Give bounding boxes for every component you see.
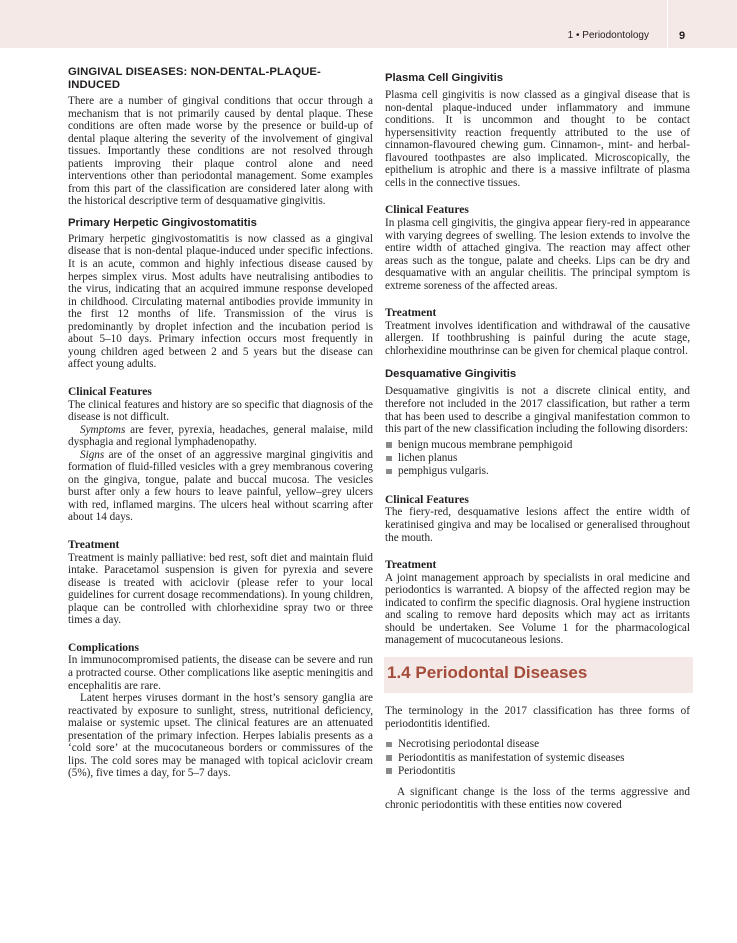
symptoms-text: are fever, pyrexia, headaches, general malaise, mild dysphagia and regional lymphadenopathy. [68,423,373,449]
section-title-periodontal-diseases: 1.4 Periodontal Diseases [387,663,588,682]
bullet-square-icon [386,456,392,462]
bullet-square-icon [386,469,392,475]
pd-paragraph: The terminology in the 2017 classification has three forms of periodontitis identified. [385,705,690,730]
section-heading-non-plaque: GINGIVAL DISEASES: NON-DENTAL-PLAQUE-INDUCED [68,66,321,91]
heading-desquamative: Desquamative Gingivitis [385,368,517,381]
complications-paragraph-1: In immunocompromised patients, the disease can be severe and run a protracted course. Other complications like aseptic meningitis and encephalitis are rare. [68,654,373,692]
symptoms-paragraph [68,424,373,449]
bullet-square-icon [386,768,392,774]
dg-cf-paragraph: The fiery-red, desquamative lesions affect the entire width of keratinised gingiva and may be localised or generalised throughout the mouth. [385,506,690,544]
right-column [385,72,690,811]
bullet-square-icon [386,742,392,748]
list-item: Periodontitis [385,765,690,778]
heading-primary-herpetic: Primary Herpetic Gingivostomatitis [68,216,257,229]
complications-paragraph-2: Latent herpes viruses dormant in the host’s sensory ganglia are reactivated by exposure to sunlight, stress, nutritional deficiency, malaise or systemic upset. The clinical features are an attenuated presentation of the primary infection. Herpes labialis presents as a ‘cold sore’ at the mucocutaneous borders or commissures of the lips. The cold sores may be managed with topical aciclovir cream (5%), five times a day, for 5–7 days. [68,692,373,780]
signs-label: Signs [80,448,105,461]
phg-paragraph: Primary herpetic gingivostomatitis is now classed as a gingival disease that is non-dental plaque-induced under specific infections. It is an acute, common and highly infectious disease caused by herpes simplex virus. Most adults have neutralising antibodies to the virus, indicating that an acquired immune response developed in childhood. Circulating maternal antibodies provide immunity in the first 12 months of life. Transmission of the virus is predominantly by droplet infection and the incubation period is about 5–10 days. Primary infection occurs most frequently in young children aged between 2 and 5 years but the disease can affect young adults. [68,232,373,371]
heading-treatment-pcg: Treatment [385,307,437,320]
heading-complications: Complications [68,641,139,654]
bullet-square-icon [386,442,392,448]
heading-clinical-features-pcg: Clinical Features [385,204,469,217]
left-column [68,66,373,780]
heading-treatment-dg: Treatment [385,559,437,572]
running-head: 1 • Periodontology [567,30,649,41]
dg-list [385,439,690,479]
dg-paragraph: Desquamative gingivitis is not a discrete clinical entity, and therefore not included in the 2017 classification, but rather a term that has been used to describe a gingival manifestation common to this part of the new classification including the following disorders: [385,385,690,436]
cf-paragraph: The clinical features and history are so specific that diagnosis of the disease is not difficult. [68,398,373,424]
treatment-paragraph: Treatment is mainly palliative: bed rest, soft diet and maintain fluid intake. Paracetamol suspension is given for pyrexia and severe disease is treated with aciclovir (please refer to your local guidelines for current dosage recommendations). In young children, plaque can be controlled with chlorhexidine spray two or three times a day. [68,551,373,627]
bullet-square-icon [386,755,392,761]
pcg-paragraph: Plasma cell gingivitis is now classed as a gingival disease that is non-dental plaque-induced under inflammatory and immune conditions. It is uncommon and thought to be contact hypersensitivity reaction frequently attributed to the use of cinnamon-flavoured chewing gum. Cinnamon-, mint- and herbal-flavoured toothpastes are also implicated. Microscopically, the epithelium is atrophic and there is a massive infiltrate of plasma cells in the connective tissues. [385,89,690,189]
list-item: lichen planus [385,452,690,465]
signs-paragraph [68,449,373,524]
list-item: benign mucous membrane pemphigoid [385,439,690,452]
pcg-treatment-paragraph: Treatment involves identification and withdrawal of the causative allergen. If toothbrushing is painful during the acute stage, chlorhexidine mouthrinse can be given for chemical plaque control. [385,319,690,357]
signs-text: are of the onset of an aggressive marginal gingivitis and formation of fluid-filled vesicles with a grey membranous covering on the gingiva, tongue, palate and buccal mucosa. The vesicles burst after only a few hours to leave painful, yellow–grey ulcers with red, inflamed margins. The ulcers heal without scarring after about 14 days. [68,448,373,524]
list-item: pemphigus vulgaris. [385,465,690,478]
dg-treatment-paragraph: A joint management approach by specialists in oral medicine and periodontics is warranted. A biopsy of the affected region may be indicated to confirm the specific diagnosis. Oral hygiene instruction and scaling to remove hard deposits which may act as irritants should be undertaken. See Volume 1 for the pharmacological management of mucocutaneous lesions. [385,571,690,647]
intro-paragraph: There are a number of gingival conditions that occur through a mechanism that is not primarily caused by dental plaque. These conditions are often made worse by the presence or build-up of dental plaque altering the severity of the involvement of gingival tissues. Importantly these conditions are not resolved through patients improving their plaque control alone and need interventions other than periodontal management. Some examples from this part of the classification are considered later along with the historical descriptive term of desquamative gingivitis. [68,95,373,208]
heading-plasma-cell: Plasma Cell Gingivitis [385,72,504,84]
list-item: Necrotising periodontal disease [385,738,690,751]
heading-clinical-features-dg: Clinical Features [385,493,469,506]
list-item: Periodontitis as manifestation of systemic diseases [385,752,690,765]
heading-clinical-features: Clinical Features [68,385,152,398]
page-number: 9 [678,30,686,42]
pcg-cf-paragraph: In plasma cell gingivitis, the gingiva appear fiery-red in appearance with varying degrees of swelling. The lesion extends to involve the entire width of attached gingiva. The reaction may affect other areas such as the tongue, palate and cheeks. Lips can be dry and desquamative with an angular cheilitis. The principal symptom is extreme soreness of the affected areas. [385,216,690,292]
pd-paragraph-2: A significant change is the loss of the terms aggressive and chronic periodontitis with these entities now covered [385,786,690,811]
heading-treatment: Treatment [68,539,120,551]
section-title-band [384,657,693,693]
pd-list [385,738,690,778]
symptoms-label: Symptoms [80,423,126,436]
